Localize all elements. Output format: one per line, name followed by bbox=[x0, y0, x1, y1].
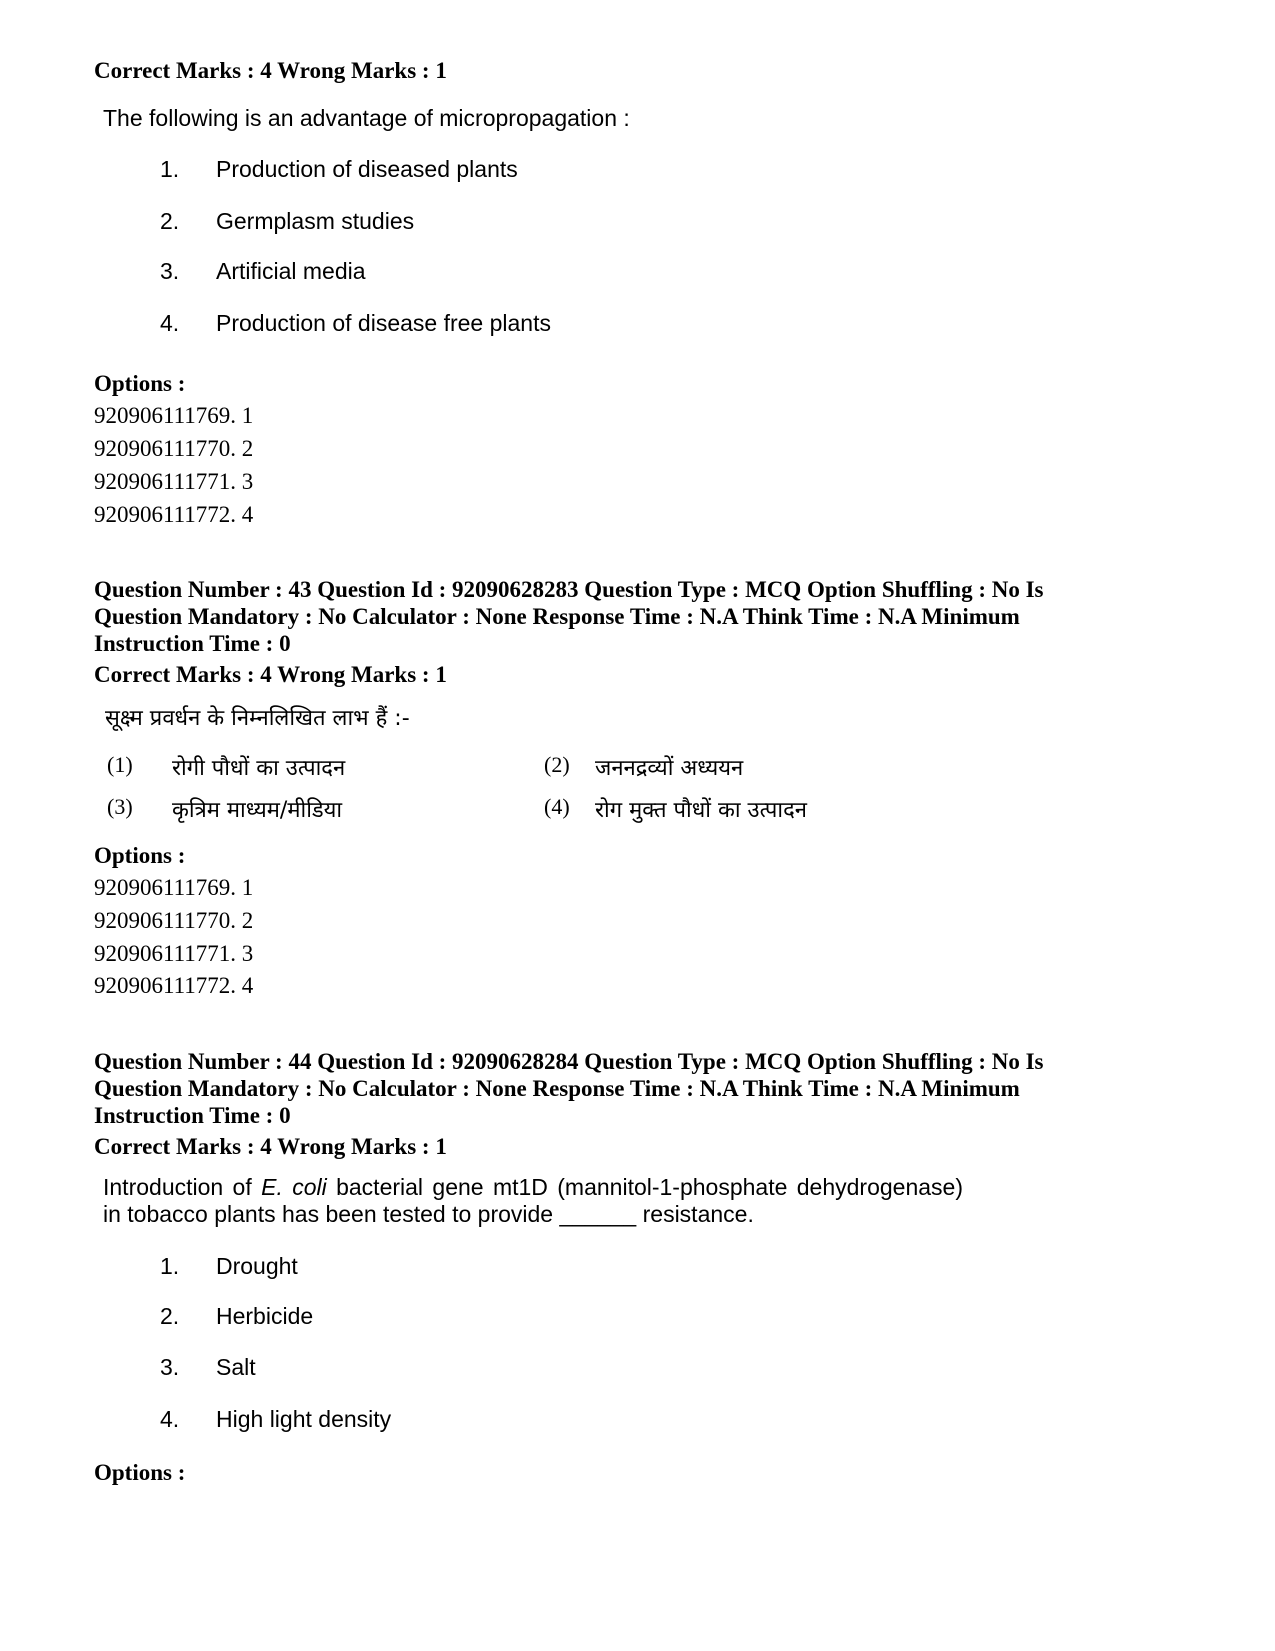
choice-row bbox=[0, 752, 1000, 782]
option-id-line: 920906111769. 1 bbox=[94, 403, 254, 428]
choice-text: Production of disease free plants bbox=[216, 310, 551, 336]
choice-text: Herbicide bbox=[216, 1303, 314, 1329]
option-id-line: 920906111770. 2 bbox=[94, 436, 254, 461]
choice-number: 4. bbox=[160, 1406, 180, 1432]
question-meta bbox=[94, 1048, 1194, 1129]
choice-number: (2) bbox=[544, 752, 570, 777]
choice-number: (1) bbox=[107, 752, 133, 777]
choice-number: 3. bbox=[160, 258, 180, 284]
question-meta-line: Question Mandatory : No Calculator : None Response Time : N.A Think Time : N.A Minimum bbox=[94, 1076, 1020, 1101]
choice-text: जननद्रव्यों अध्ययन bbox=[595, 756, 744, 781]
choice-text: Germplasm studies bbox=[216, 208, 415, 234]
choice-text: रोगी पौधों का उत्पादन bbox=[172, 756, 346, 781]
choice-number: 4. bbox=[160, 310, 180, 336]
question-meta bbox=[94, 576, 1194, 657]
choice-row bbox=[0, 794, 1000, 824]
question-meta-line: Instruction Time : 0 bbox=[94, 1103, 291, 1128]
choice-number: 2. bbox=[160, 1303, 180, 1329]
choice-number: 1. bbox=[160, 156, 180, 182]
choice-text: Artificial media bbox=[216, 258, 366, 284]
choice-text: High light density bbox=[216, 1406, 392, 1432]
choice-text: रोग मुक्त पौधों का उत्पादन bbox=[595, 798, 807, 823]
option-id-line: 920906111771. 3 bbox=[94, 469, 254, 494]
question-meta-line: Instruction Time : 0 bbox=[94, 631, 291, 656]
option-id-line: 920906111770. 2 bbox=[94, 908, 254, 933]
option-id-line: 920906111769. 1 bbox=[94, 875, 254, 900]
question-meta-line: Question Number : 44 Question Id : 92090628284 Question Type : MCQ Option Shuffling : No Is bbox=[94, 1049, 1044, 1074]
stem-italic-text: E. coli bbox=[261, 1174, 327, 1200]
choice-number: 1. bbox=[160, 1253, 180, 1279]
choice-number: (4) bbox=[544, 794, 570, 819]
stem-text: bacterial gene mt1D (mannitol-1-phosphate dehydrogenase) in tobacco plants has been tested to provide ______ resistance. bbox=[103, 1174, 963, 1227]
question-stem bbox=[103, 1174, 963, 1228]
marks-line: Correct Marks : 4 Wrong Marks : 1 bbox=[94, 58, 447, 83]
question-stem: The following is an advantage of micropropagation : bbox=[103, 105, 630, 131]
question-stem: सूक्ष्म प्रवर्धन के निम्नलिखित लाभ हैं :- bbox=[105, 706, 410, 731]
choice-number: (3) bbox=[107, 794, 133, 819]
question-meta-line: Question Mandatory : No Calculator : None Response Time : N.A Think Time : N.A Minimum bbox=[94, 604, 1020, 629]
option-id-line: 920906111771. 3 bbox=[94, 941, 254, 966]
marks-line: Correct Marks : 4 Wrong Marks : 1 bbox=[94, 1134, 447, 1159]
choice-number: 3. bbox=[160, 1354, 180, 1380]
choice-number: 2. bbox=[160, 208, 180, 234]
choice-text: Production of diseased plants bbox=[216, 156, 518, 182]
option-id-line: 920906111772. 4 bbox=[94, 973, 254, 998]
marks-line: Correct Marks : 4 Wrong Marks : 1 bbox=[94, 662, 447, 687]
question-meta-line: Question Number : 43 Question Id : 92090628283 Question Type : MCQ Option Shuffling : No Is bbox=[94, 577, 1044, 602]
choice-text: Drought bbox=[216, 1253, 298, 1279]
options-label: Options : bbox=[94, 843, 186, 868]
options-label: Options : bbox=[94, 371, 186, 396]
stem-text: Introduction of bbox=[103, 1174, 262, 1200]
option-id-line: 920906111772. 4 bbox=[94, 502, 254, 527]
options-label: Options : bbox=[94, 1460, 186, 1485]
choice-text: Salt bbox=[216, 1354, 256, 1380]
choice-text: कृत्रिम माध्यम/मीडिया bbox=[172, 798, 343, 823]
